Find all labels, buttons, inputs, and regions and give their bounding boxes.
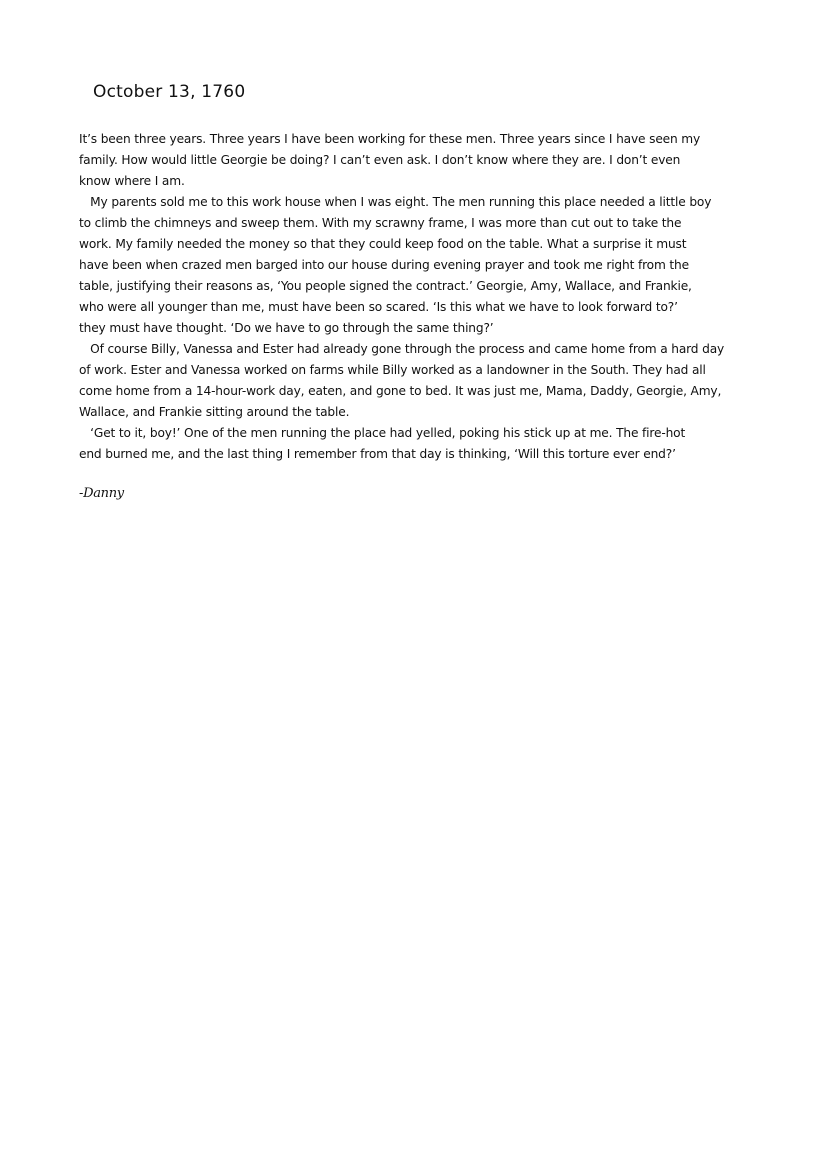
body-line: Wallace, and Frankie sitting around the table. [79, 405, 350, 419]
entry-date: October 13, 1760 [93, 82, 246, 102]
body-line: to climb the chimneys and sweep them. With my scrawny frame, I was more than cut out to take the [79, 216, 682, 230]
body-line: end burned me, and the last thing I remember from that day is thinking, ‘Will this torture ever end?’ [79, 447, 676, 461]
body-line: ‘Get to it, boy!’ One of the men running the place had yelled, poking his stick up at me. The fire-hot [79, 426, 686, 440]
body-line: know where I am. [79, 174, 185, 188]
body-line: Of course Billy, Vanessa and Ester had already gone through the process and came home from a hard day [79, 342, 725, 356]
entry-body [79, 129, 751, 465]
body-line: family. How would little Georgie be doing? I can’t even ask. I don’t know where they are. I don’t even [79, 153, 681, 167]
signature: -Danny [79, 486, 124, 501]
body-line: It’s been three years. Three years I have been working for these men. Three years since I have seen my [79, 132, 701, 146]
body-line: of work. Ester and Vanessa worked on farms while Billy worked as a landowner in the South. They had all [79, 363, 706, 377]
body-line: have been when crazed men barged into our house during evening prayer and took me right from the [79, 258, 689, 272]
body-line: they must have thought. ‘Do we have to go through the same thing?’ [79, 321, 494, 335]
body-line: work. My family needed the money so that they could keep food on the table. What a surprise it must [79, 237, 687, 251]
body-line: come home from a 14-hour-work day, eaten, and gone to bed. It was just me, Mama, Daddy, Georgie, Amy, [79, 384, 722, 398]
body-line: table, justifying their reasons as, ‘You people signed the contract.’ Georgie, Amy, Wallace, and Frankie, [79, 279, 692, 293]
body-line: My parents sold me to this work house when I was eight. The men running this place needed a little boy [79, 195, 712, 209]
body-line: who were all younger than me, must have been so scared. ‘Is this what we have to look forward to?’ [79, 300, 678, 314]
